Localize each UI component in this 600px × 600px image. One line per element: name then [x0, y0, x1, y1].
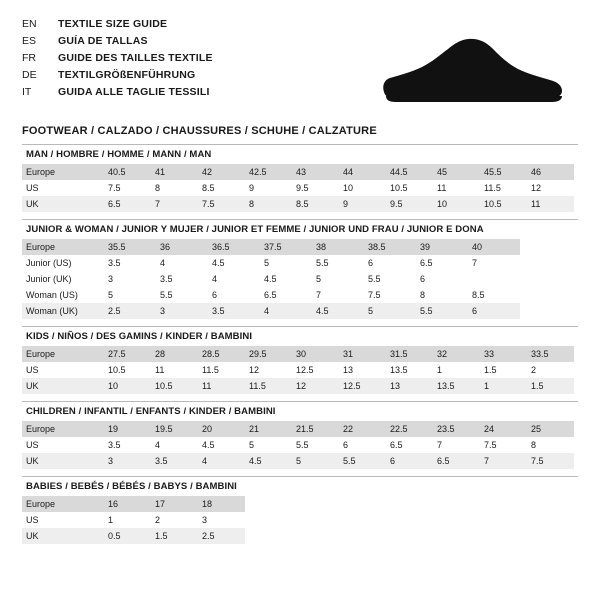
size-cell: 5 [264, 258, 270, 268]
language-code: FR [22, 52, 36, 64]
size-cell: 33.5 [527, 346, 574, 362]
size-cell: 43 [292, 164, 339, 180]
language-row [22, 16, 213, 33]
size-cell: 7.5 [527, 453, 574, 469]
size-cell: 4 [198, 453, 245, 469]
size-cell: 11.5 [245, 378, 292, 394]
size-cell: 13 [343, 365, 354, 375]
size-cell: 21 [245, 421, 292, 437]
size-cell: 8 [245, 196, 292, 212]
language-row [22, 33, 213, 50]
size-cell: 40 [468, 239, 520, 255]
language-code: IT [22, 86, 32, 98]
size-cell: 17 [151, 496, 198, 512]
size-cell: 8 [155, 183, 161, 193]
size-cell: 12 [292, 378, 339, 394]
size-cell: 6.5 [390, 440, 403, 450]
size-cell: 10 [343, 183, 354, 193]
section-spacer [22, 137, 578, 144]
size-cell: 7.5 [108, 183, 121, 193]
row-label: US [26, 515, 39, 525]
size-cell: 9 [249, 183, 255, 193]
size-cell: 45 [433, 164, 480, 180]
size-cell: 10.5 [480, 196, 527, 212]
size-cell: 38.5 [364, 239, 416, 255]
size-cell: 3.5 [151, 453, 198, 469]
table-row [22, 180, 574, 196]
size-cell: 4.5 [264, 274, 277, 284]
size-cell: 27.5 [104, 346, 151, 362]
size-cell: 38 [312, 239, 364, 255]
size-cell: 11.5 [202, 365, 219, 375]
size-cell: 6 [468, 303, 520, 319]
size-cell: 11 [437, 183, 447, 193]
size-cell: 3 [104, 453, 151, 469]
language-code: DE [22, 69, 37, 81]
size-cell: 36.5 [208, 239, 260, 255]
size-cell: 28 [151, 346, 198, 362]
size-cell: 5 [249, 440, 255, 450]
size-cell: 9.5 [296, 183, 309, 193]
table-row [22, 528, 245, 544]
table-row [22, 196, 574, 212]
size-cell: 45.5 [480, 164, 527, 180]
section-spacer [22, 469, 578, 476]
size-cell: 42.5 [245, 164, 292, 180]
size-cell: 3.5 [160, 274, 173, 284]
size-cell: 44.5 [386, 164, 433, 180]
size-cell: 10.5 [390, 183, 408, 193]
size-cell: 20 [198, 421, 245, 437]
size-cell: 4.5 [202, 440, 215, 450]
size-cell: 2 [155, 515, 161, 525]
size-cell: 6.5 [264, 290, 277, 300]
size-cell: 6 [368, 258, 374, 268]
size-cell: 3.5 [208, 303, 260, 319]
size-cell: 6 [386, 453, 433, 469]
row-label: Junior (UK) [26, 274, 72, 284]
size-cell: 1 [108, 515, 114, 525]
table-row [22, 255, 520, 271]
size-cell: 6.5 [420, 258, 433, 268]
row-label: Europe [22, 421, 104, 437]
section-title: BABIES / BEBÉS / BÉBÉS / BABYS / BAMBINI [26, 481, 237, 492]
language-list [22, 16, 213, 101]
size-cell: 4.5 [312, 303, 364, 319]
size-cell: 25 [527, 421, 574, 437]
section-spacer [22, 319, 578, 326]
size-cell: 11 [198, 378, 245, 394]
size-cell: 6.5 [433, 453, 480, 469]
row-label: UK [22, 453, 104, 469]
size-cell: 5 [108, 290, 114, 300]
size-cell: 3.5 [108, 440, 121, 450]
size-cell: 5 [316, 274, 322, 284]
table-row [22, 271, 520, 287]
size-cell: 37.5 [260, 239, 312, 255]
size-cell: 5.5 [368, 274, 381, 284]
size-cell: 22 [339, 421, 386, 437]
size-cell: 4 [155, 440, 161, 450]
size-cell: 18 [198, 496, 245, 512]
size-cell: 40.5 [104, 164, 151, 180]
size-cell: 1.5 [484, 365, 497, 375]
size-cell: 24 [480, 421, 527, 437]
size-cell: 1.5 [151, 528, 198, 544]
size-cell: 16 [104, 496, 151, 512]
table-row [22, 239, 520, 255]
row-label: US [26, 365, 39, 375]
size-cell: 2 [531, 365, 537, 375]
size-cell: 7.5 [368, 290, 381, 300]
size-cell: 3 [108, 274, 114, 284]
page-title: FOOTWEAR / CALZADO / CHAUSSURES / SCHUHE / CALZATURE [22, 125, 377, 137]
size-tables [22, 137, 578, 544]
row-label: Europe [22, 164, 104, 180]
size-table [22, 421, 574, 469]
size-cell: 13.5 [390, 365, 408, 375]
size-cell: 35.5 [104, 239, 156, 255]
size-cell: 28.5 [198, 346, 245, 362]
row-label: UK [22, 528, 104, 544]
language-title: GUÍA DE TALLAS [58, 35, 148, 47]
size-cell: 31 [339, 346, 386, 362]
size-cell: 10.5 [108, 365, 126, 375]
language-title: TEXTILGRÖßENFÜHRUNG [58, 69, 196, 81]
size-cell: 46 [527, 164, 574, 180]
row-label: Woman (UK) [22, 303, 104, 319]
table-row [22, 303, 520, 319]
size-cell: 5.5 [160, 290, 173, 300]
size-cell: 2.5 [104, 303, 156, 319]
size-cell: 8.5 [202, 183, 215, 193]
size-cell: 29.5 [245, 346, 292, 362]
size-table [22, 239, 520, 319]
size-cell: 13.5 [433, 378, 480, 394]
size-cell: 5 [364, 303, 416, 319]
size-cell: 42 [198, 164, 245, 180]
language-title: TEXTILE SIZE GUIDE [58, 18, 168, 30]
section-spacer [22, 212, 578, 219]
size-cell: 6 [420, 274, 426, 284]
size-cell: 7 [472, 258, 478, 268]
size-cell: 33 [480, 346, 527, 362]
size-table [22, 346, 574, 394]
header [22, 16, 578, 116]
size-cell: 44 [339, 164, 386, 180]
size-cell: 3 [202, 515, 208, 525]
size-cell: 1 [437, 365, 443, 375]
section-title: JUNIOR & WOMAN / JUNIOR Y MUJER / JUNIOR ET FEMME / JUNIOR UND FRAU / JUNIOR E DONA [26, 224, 484, 235]
row-label: Europe [22, 346, 104, 362]
size-cell: 7 [437, 440, 443, 450]
size-cell: 13 [386, 378, 433, 394]
size-cell: 12 [249, 365, 260, 375]
size-cell: 6 [212, 290, 218, 300]
size-cell: 12 [531, 183, 542, 193]
table-row [22, 437, 574, 453]
size-cell: 7.5 [198, 196, 245, 212]
size-cell: 39 [416, 239, 468, 255]
size-cell: 2.5 [198, 528, 245, 544]
size-cell: 0.5 [104, 528, 151, 544]
size-cell: 7 [480, 453, 527, 469]
size-cell: 4 [160, 258, 166, 268]
language-row [22, 67, 213, 84]
size-cell: 8 [531, 440, 537, 450]
size-cell: 12.5 [296, 365, 314, 375]
size-cell: 23.5 [433, 421, 480, 437]
row-label: Junior (US) [26, 258, 72, 268]
row-label: Europe [22, 239, 104, 255]
table-row [22, 164, 574, 180]
size-cell: 10 [104, 378, 151, 394]
size-cell: 5.5 [416, 303, 468, 319]
row-label: Woman (US) [26, 290, 78, 300]
row-label: US [26, 440, 39, 450]
language-code: EN [22, 18, 37, 30]
size-cell: 5 [292, 453, 339, 469]
table-row [22, 378, 574, 394]
size-cell: 11 [155, 365, 165, 375]
size-cell: 1.5 [527, 378, 574, 394]
size-cell: 32 [433, 346, 480, 362]
size-cell: 7 [151, 196, 198, 212]
size-cell: 12.5 [339, 378, 386, 394]
size-table [22, 496, 245, 544]
size-cell: 6.5 [104, 196, 151, 212]
size-cell: 36 [156, 239, 208, 255]
size-cell: 8.5 [472, 290, 485, 300]
size-cell: 5.5 [316, 258, 329, 268]
size-cell: 9.5 [386, 196, 433, 212]
row-label: UK [22, 378, 104, 394]
size-cell: 8 [420, 290, 426, 300]
size-cell [468, 271, 520, 287]
language-title: GUIDE DES TAILLES TEXTILE [58, 52, 213, 64]
row-label: UK [22, 196, 104, 212]
size-cell: 3 [156, 303, 208, 319]
table-row [22, 346, 574, 362]
size-cell: 4.5 [212, 258, 225, 268]
size-cell: 7.5 [484, 440, 497, 450]
size-cell: 10.5 [151, 378, 198, 394]
size-cell: 9 [339, 196, 386, 212]
size-cell: 4 [212, 274, 218, 284]
row-label: Europe [22, 496, 104, 512]
row-label: US [26, 183, 39, 193]
size-cell: 5.5 [339, 453, 386, 469]
language-row [22, 84, 213, 101]
table-row [22, 362, 574, 378]
size-cell: 21.5 [292, 421, 339, 437]
table-row [22, 287, 520, 303]
section-title: MAN / HOMBRE / HOMME / MANN / MAN [26, 149, 212, 160]
language-code: ES [22, 35, 37, 47]
language-row [22, 50, 213, 67]
size-cell: 31.5 [386, 346, 433, 362]
size-cell: 19 [104, 421, 151, 437]
table-row [22, 496, 245, 512]
size-table [22, 164, 574, 212]
size-cell: 30 [292, 346, 339, 362]
size-cell: 1 [480, 378, 527, 394]
size-cell: 19.5 [151, 421, 198, 437]
table-row [22, 421, 574, 437]
size-cell: 10 [433, 196, 480, 212]
size-cell: 4.5 [245, 453, 292, 469]
section-title: CHILDREN / INFANTIL / ENFANTS / KINDER / BAMBINI [26, 406, 276, 417]
size-cell: 6 [343, 440, 349, 450]
size-cell: 41 [151, 164, 198, 180]
table-row [22, 512, 245, 528]
size-cell: 4 [260, 303, 312, 319]
language-title: GUIDA ALLE TAGLIE TESSILI [58, 86, 210, 98]
size-cell: 7 [316, 290, 322, 300]
size-cell: 8.5 [292, 196, 339, 212]
size-cell: 22.5 [386, 421, 433, 437]
size-cell: 11 [527, 196, 574, 212]
section-title: KIDS / NIÑOS / DES GAMINS / KINDER / BAMBINI [26, 331, 253, 342]
size-cell: 5.5 [296, 440, 309, 450]
size-cell: 11.5 [484, 183, 501, 193]
size-cell: 3.5 [108, 258, 121, 268]
dress-shoe-icon [378, 34, 568, 106]
section-spacer [22, 394, 578, 401]
table-row [22, 453, 574, 469]
